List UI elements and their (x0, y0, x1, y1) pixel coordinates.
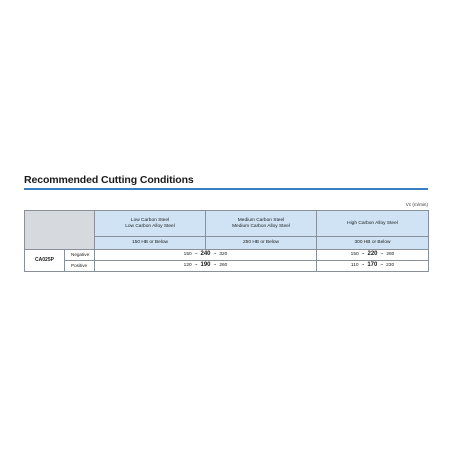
table-corner (25, 211, 95, 250)
cutting-conditions-table (24, 210, 429, 272)
speed-min: 150 (183, 252, 192, 258)
title-underline (24, 188, 428, 190)
speed-min: 110 (350, 263, 359, 269)
speed-range-cell: 110 ~ 170 ~ 230 (317, 261, 429, 272)
material-line: Medium Carbon Alloy Steel (232, 223, 290, 229)
material-header (206, 211, 317, 237)
material-header (317, 211, 429, 237)
speed-recommended: 190 (200, 262, 211, 269)
hardness-header: 150 HB or Below (95, 237, 206, 250)
material-line: High Carbon Alloy Steel (347, 220, 398, 226)
speed-min: 150 (350, 252, 359, 258)
speed-range-cell: 150 ~ 220 ~ 280 (317, 250, 429, 261)
material-line: Medium Carbon Steel (237, 217, 285, 223)
side-label: Negative (65, 250, 95, 261)
speed-max: 280 (386, 252, 395, 258)
speed-max: 260 (219, 263, 228, 269)
grade-cell: CA025P (25, 250, 65, 272)
speed-range-cell: 120 ~ 190 ~ 260 (95, 261, 317, 272)
hardness-header: 300 HB or Below (317, 237, 429, 250)
hardness-header: 250 HB or Below (206, 237, 317, 250)
material-line: Low Carbon Steel (130, 217, 170, 223)
speed-max: 230 (386, 263, 395, 269)
material-header (95, 211, 206, 237)
speed-max: 320 (219, 252, 228, 258)
speed-recommended: 220 (367, 251, 378, 258)
speed-recommended: 170 (367, 262, 378, 269)
section-title: Recommended Cutting Conditions (24, 174, 194, 186)
speed-range-cell: 150 ~ 240 ~ 320 (95, 250, 317, 261)
unit-label: Vc (m/min) (405, 202, 428, 207)
material-line: Low Carbon Alloy Steel (125, 223, 175, 229)
speed-recommended: 240 (200, 251, 211, 258)
side-label: Positive (65, 261, 95, 272)
speed-min: 120 (183, 263, 192, 269)
